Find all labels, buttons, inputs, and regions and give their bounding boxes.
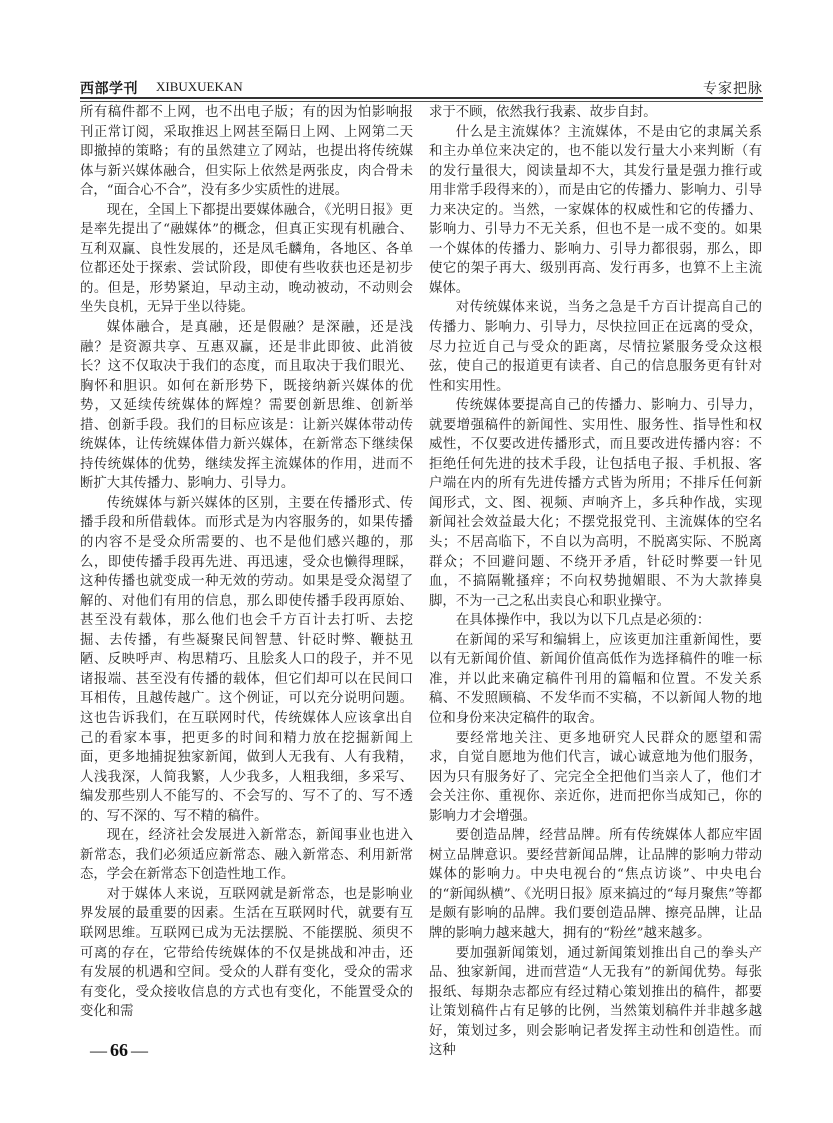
paragraph: 传统媒体与新兴媒体的区别，主要在传播形式、传播手段和所借载体。而形式是为内容服务的，如果传播的内容不是受众所需要的、也不是他们感兴趣的，那么，即使传播手段再先进、再迅速，受众也懒得理睬，这种传播也就变成一种无效的劳动。如果是受众渴望了解的、对他们有用的信息，那么即使传播手段再原始、甚至没有载体，那么他们也会千方百计去打听、去挖掘、去传播，有些凝聚民间智慧、针砭时弊、鞭挞丑陋、反映呼声、构思精巧、且脍炙人口的段子，并不见诸报端、甚至没有传播的载体，但它们却可以在民间口耳相传，且越传越广。这个例证，可以充分说明问题。这也告诉我们，在互联网时代，传统媒体人应该拿出自己的看家本事，把更多的时间和精力放在挖掘新闻上面，更多地捕捉独家新闻，做到人无我有、人有我精，人浅我深，人简我繁，人少我多，人粗我细，多采写、编发那些别人不能写的、不会写的、写不了的、写不透的、写不深的、写不精的稿件。 bbox=[80, 495, 413, 824]
page-number-dash-right: — bbox=[131, 1041, 148, 1060]
paragraph: 要加强新闻策划，通过新闻策划推出自己的拳头产品、独家新闻，进而营造“人无我有”的新闻优势。每张报纸、每期杂志都应有经过精心策划推出的稿件，都要让策划稿件占有足够的比例，当然策划稿件并非越多越好，策划过多，则会影响记者发挥主动性和创造性。而这种 bbox=[429, 945, 762, 1059]
journal-title-cn: 西部学刊 bbox=[80, 81, 138, 97]
paragraph: 要经常地关注、更多地研究人民群众的愿望和需求，自觉自愿地为他们代言，诚心诚意地为他们服务，因为只有服务好了、完完全全把他们当亲人了，他们才会关注你、重视你、亲近你，进而把你当成知己，你的影响力才会增强。 bbox=[429, 730, 762, 824]
paragraph: 现在，经济社会发展进入新常态，新闻事业也进入新常态，我们必须适应新常态、融入新常态、利用新常态，学会在新常态下创造性地工作。 bbox=[80, 828, 413, 883]
paragraph: 对于媒体人来说，互联网就是新常态，也是影响业界发展的最重要的因素。生活在互联网时代，就要有互联网思维。互联网已成为无法摆脱、不能摆脱、须臾不可离的存在，它带给传统媒体的不仅是挑战和冲击，还有发展的机遇和空间。受众的人群有变化，受众的需求有变化，受众接收信息的方式也有变化，不能置受众的变化和需 bbox=[80, 886, 413, 1020]
page-number-value: 66 bbox=[110, 1040, 128, 1060]
paragraph: 在具体操作中，我以为以下几点是必须的： bbox=[455, 613, 711, 629]
right-column bbox=[429, 103, 762, 1061]
paragraph: 媒体融合，是真融，还是假融？是深融，还是浅融？是资源共享、互惠双赢，还是非此即彼、此消彼长？这不仅取决于我们的态度，而且取决于我们眼光、胸怀和胆识。如何在新形势下，既接纳新兴媒体的优势，又延续传统媒体的辉煌？需要创新思维、创新举措、创新手段。我们的目标应该是：让新兴媒体带动传统媒体，让传统媒体借力新兴媒体，在新常态下继续保持传统媒体的优势，继续发挥主流媒体的作用，进而不断扩大其传播力、影响力、引导力。 bbox=[80, 320, 413, 492]
paragraph: 对传统媒体来说，当务之急是千方百计提高自己的传播力、影响力、引导力，尽快拉回正在远离的受众，尽力拉近自己与受众的距离，尽情拉紧服务受众这根弦，使自己的报道更有读者、自己的信息服务更有针对性和实用性。 bbox=[429, 300, 762, 394]
paragraph: 要创造品牌，经营品牌。所有传统媒体人都应牢固树立品牌意识。要经营新闻品牌，让品牌的影响力带动媒体的影响力。中央电视台的“焦点访谈”、中央电台的“新闻纵横”、《光明日报》原来搞过的“每月聚焦”等都是颇有影响的品牌。我们要创造品牌、擦亮品牌，让品牌的影响力越来越大，拥有的“粉丝”越来越多。 bbox=[429, 828, 762, 941]
paragraph: 在新闻的采写和编辑上，应该更加注重新闻性，要以有无新闻价值、新闻价值高低作为选择稿件的唯一标准，并以此来确定稿件刊用的篇幅和位置。不发关系稿、不发照顾稿、不发华而不实稿，不以新闻人物的地位和身份来决定稿件的取舍。 bbox=[429, 632, 762, 726]
paragraph: 现在，全国上下都提出要媒体融合，《光明日报》更是率先提出了“融媒体”的概念，但真正实现有机融合、互利双赢、良性发展的，还是凤毛麟角，各地区、各单位都还处于探索、尝试阶段，即使有些收获也还是初步的。但是，形势紧迫，早动主动，晚动被动，不动则会坐失良机，无异于坐以待毙。 bbox=[80, 202, 413, 316]
header-rule-thick bbox=[80, 97, 763, 99]
page-number-dash-left: — bbox=[90, 1041, 107, 1060]
paragraph: 求于不顾，依然我行我素、故步自封。 bbox=[429, 105, 657, 120]
paragraph: 什么是主流媒体？主流媒体，不是由它的隶属关系和主办单位来决定的，也不能以发行量大小来判断（有的发行量很大，阅读量却不大，其发行量是强力推行或用非常手段得来的），而是由它的传播力、影响力、引导力来决定的。当然，一家媒体的权威性和它的传播力、影响力、引导力不无关系，但也不是一成不变的。如果一个媒体的传播力、影响力、引导力都很弱，那么，即使它的架子再大、级别再高、发行再多，也算不上主流媒体。 bbox=[429, 124, 762, 296]
journal-title-en: XIBUXUEKAN bbox=[156, 79, 243, 94]
running-header bbox=[80, 76, 763, 98]
paragraph: 传统媒体要提高自己的传播力、影响力、引导力，就要增强稿件的新闻性、实用性、服务性、指导性和权威性，不仅要改进传播形式，而且要改进传播内容：不拒绝任何先进的技术手段，让包括电子报、手机报、客户端在内的所有先进传播方式皆为所用；不排斥任何新闻形式，文、图、视频、声响齐上，多兵种作战，实现新闻社会效益最大化；不摆党报党刊、主流媒体的空名头；不居高临下，不自以为高明，不脱离实际、不脱离群众；不回避问题、不绕开矛盾，针砭时弊要一针见血，不搞隔靴搔痒；不向权势抛媚眼、不为大款捧臭脚，不为一己之私出卖良心和职业操守。 bbox=[429, 398, 762, 609]
section-title: 专家把脉 bbox=[703, 81, 763, 97]
left-column bbox=[80, 103, 413, 1022]
header-rule-thin bbox=[80, 101, 763, 102]
paragraph: 所有稿件都不上网，也不出电子版；有的因为怕影响报刊正常订阅，采取推迟上网甚至隔日上网、上网第二天即撤掉的策略；有的虽然建立了网站，也提出将传统媒体与新兴媒体融合，但实际上依然是两张皮，肉合骨未合，“面合心不合”，没有多少实质性的进展。 bbox=[80, 105, 413, 199]
page-number bbox=[90, 1040, 148, 1061]
